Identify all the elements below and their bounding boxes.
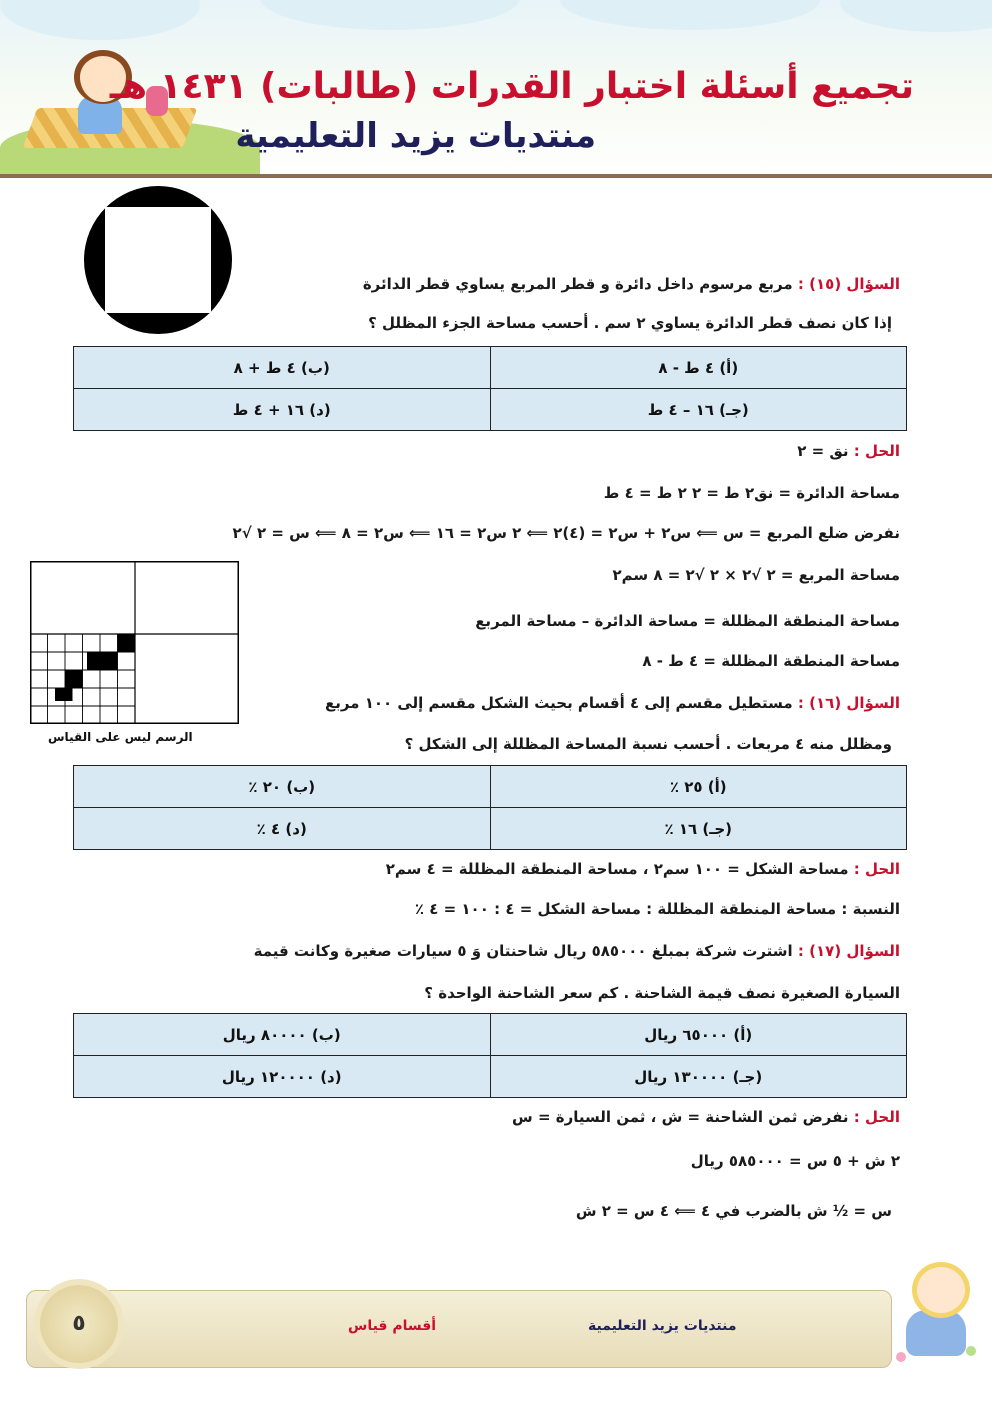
cloud-decoration xyxy=(260,0,520,30)
solution-15-line1 xyxy=(797,442,900,460)
option-c[interactable]: (جـ) ١٦ ٪ xyxy=(490,808,907,850)
question-17-line2: السيارة الصغيرة نصف قيمة الشاحنة . كم سعر الشاحنة الواحدة ؟ xyxy=(424,984,900,1002)
page-title: تجميع أسئلة اختبار القدرات (طالبات) ١٤٣١ هـ xyxy=(109,66,914,107)
option-c[interactable]: (جـ) ١٦ – ٤ ط xyxy=(490,389,907,431)
option-b[interactable]: (ب) ٨٠٠٠٠ ريال xyxy=(74,1014,491,1056)
solution-text: نفرض ثمن الشاحنة = ش ، ثمن السيارة = س xyxy=(512,1108,849,1126)
shaded-square xyxy=(87,652,118,670)
question-15-label: السؤال (١٥) : xyxy=(797,275,900,293)
question-15-line1 xyxy=(363,275,900,293)
header-divider xyxy=(0,174,992,178)
question-15-options xyxy=(73,346,907,431)
shaded-square xyxy=(118,634,136,652)
solution-15-line5: مساحة المنطقة المظللة = مساحة الدائرة – مساحة المربع xyxy=(475,612,900,630)
solution-17-line3: س = ½ ش بالضرب في ٤ ⟸ ٤ س = ٢ ش xyxy=(575,1202,892,1220)
option-a[interactable]: (أ) ٢٥ ٪ xyxy=(490,766,907,808)
solution-15-line2: مساحة الدائرة = نق٢ ط = ٢ ٢ ط = ٤ ط xyxy=(603,484,900,502)
solution-15-line6: مساحة المنطقة المظللة = ٤ ط - ٨ xyxy=(642,652,900,670)
question-16-options xyxy=(73,765,907,850)
baby-illustration-head xyxy=(912,1262,970,1318)
question-15-text: مربع مرسوم داخل دائرة و قطر المربع يساوي قطر الدائرة xyxy=(362,275,793,293)
option-a[interactable]: (أ) ٦٥٠٠٠ ريال xyxy=(490,1014,907,1056)
option-d[interactable]: (د) ١٢٠٠٠٠ ريال xyxy=(74,1056,491,1098)
circle-figure xyxy=(84,186,232,334)
question-15-line2: إذا كان نصف قطر الدائرة يساوي ٢ سم . أحسب مساحة الجزء المظلل ؟ xyxy=(368,314,892,332)
footer-section-name: أقسام قياس xyxy=(348,1318,437,1334)
question-16-label: السؤال (١٦) : xyxy=(797,694,900,712)
solution-label: الحل : xyxy=(853,1108,900,1126)
footer-site-name: منتديات يزيد التعليمية xyxy=(588,1318,737,1334)
solution-16-line1 xyxy=(386,860,900,878)
cloud-decoration xyxy=(0,0,200,40)
option-c[interactable]: (جـ) ١٣٠٠٠٠ ريال xyxy=(490,1056,907,1098)
figure-caption: الرسم ليس على القياس xyxy=(48,730,193,744)
solution-17-line2: ٢ ش + ٥ س = ٥٨٥٠٠٠ ريال xyxy=(690,1152,900,1170)
option-b[interactable]: (ب) ٢٠ ٪ xyxy=(74,766,491,808)
cloud-decoration xyxy=(840,0,992,32)
shaded-square xyxy=(65,670,83,688)
question-17-text: اشترت شركة بمبلغ ٥٨٥٠٠٠ ريال شاحنتان وَ ٥ سيارات صغيرة وكانت قيمة xyxy=(253,942,793,960)
question-17-label: السؤال (١٧) : xyxy=(797,942,900,960)
forum-name: منتديات يزيد التعليمية xyxy=(235,116,596,156)
inscribed-square xyxy=(105,207,211,313)
question-16-line2: ومظلل منه ٤ مربعات . أحسب نسبة المساحة المظللة إلى الشكل ؟ xyxy=(404,735,892,753)
solution-label: الحل : xyxy=(853,442,900,460)
solution-label: الحل : xyxy=(853,860,900,878)
page-footer xyxy=(26,1290,892,1368)
question-16-line1 xyxy=(325,694,900,712)
shaded-square xyxy=(55,688,73,701)
solution-15-line3: نفرض ضلع المربع = س ⟸ س٢ + س٢ = (٤)٢ ⟸ ٢ س٢ = ١٦ ⟸ س٢ = ٨ ⟸ س = ٢ √٢ xyxy=(232,524,900,542)
solution-text: نق = ٢ xyxy=(797,442,849,460)
flower-decoration xyxy=(966,1346,976,1356)
cloud-decoration xyxy=(560,0,820,30)
question-17-line1 xyxy=(254,942,900,960)
option-d[interactable]: (د) ٤ ٪ xyxy=(74,808,491,850)
solution-text: مساحة الشكل = ١٠٠ سم٢ ، مساحة المنطقة المظللة = ٤ سم٢ xyxy=(385,860,849,878)
solution-15-line4: مساحة المربع = ٢ √٢ × ٢ √٢ = ٨ سم٢ xyxy=(612,566,900,584)
question-16-text: مستطيل مقسم إلى ٤ أقسام بحيث الشكل مقسم إلى ١٠٠ مربع xyxy=(324,694,793,712)
question-17-options xyxy=(73,1013,907,1098)
rectangle-grid-figure xyxy=(30,561,239,724)
option-b[interactable]: (ب) ٤ ط + ٨ xyxy=(74,347,491,389)
option-a[interactable]: (أ) ٤ ط - ٨ xyxy=(490,347,907,389)
flower-decoration xyxy=(896,1352,906,1362)
solution-17-line1 xyxy=(512,1108,900,1126)
option-d[interactable]: (د) ١٦ + ٤ ط xyxy=(74,389,491,431)
solution-16-line2: النسبة : مساحة المنطقة المظللة : مساحة الشكل = ٤ : ١٠٠ = ٤ ٪ xyxy=(414,900,900,918)
page-number: ٥ xyxy=(40,1285,118,1363)
